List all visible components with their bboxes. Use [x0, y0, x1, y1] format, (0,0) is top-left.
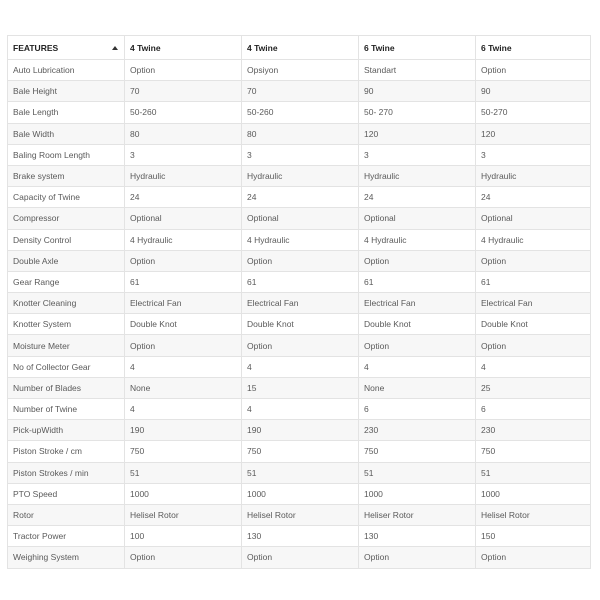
model-1-value-cell: 24	[125, 187, 242, 208]
column-header-model-4[interactable]: 6 Twine	[476, 36, 591, 60]
model-1-value-cell: Option	[125, 60, 242, 81]
feature-name-cell: Density Control	[8, 229, 125, 250]
model-3-value-cell: Heliser Rotor	[359, 504, 476, 525]
model-4-value-cell: Option	[476, 250, 591, 271]
model-2-value-cell: 4	[242, 399, 359, 420]
model-2-value-cell: 1000	[242, 483, 359, 504]
model-1-value-cell: 750	[125, 441, 242, 462]
model-4-value-cell: 61	[476, 271, 591, 292]
model-4-value-cell: 24	[476, 187, 591, 208]
feature-name-cell: Compressor	[8, 208, 125, 229]
model-1-value-cell: 190	[125, 420, 242, 441]
model-1-value-cell: 80	[125, 123, 242, 144]
model-2-value-cell: Double Knot	[242, 314, 359, 335]
table-row	[8, 483, 591, 504]
model-3-value-cell: Option	[359, 335, 476, 356]
model-4-value-cell: Hydraulic	[476, 165, 591, 186]
feature-name-cell: Bale Height	[8, 81, 125, 102]
table-row	[8, 335, 591, 356]
model-1-value-cell: Option	[125, 335, 242, 356]
model-3-value-cell: 51	[359, 462, 476, 483]
model-1-value-cell: None	[125, 377, 242, 398]
model-4-value-cell: Helisel Rotor	[476, 504, 591, 525]
table-body	[8, 60, 591, 569]
model-2-value-cell: Opsiyon	[242, 60, 359, 81]
feature-name-cell: Rotor	[8, 504, 125, 525]
model-1-value-cell: 4	[125, 356, 242, 377]
model-3-value-cell: Electrical Fan	[359, 293, 476, 314]
model-2-value-cell: Optional	[242, 208, 359, 229]
model-2-value-cell: Option	[242, 335, 359, 356]
model-2-value-cell: 3	[242, 144, 359, 165]
model-2-value-cell: Helisel Rotor	[242, 504, 359, 525]
model-1-value-cell: Electrical Fan	[125, 293, 242, 314]
model-4-value-cell: Option	[476, 547, 591, 568]
model-4-value-cell: 120	[476, 123, 591, 144]
model-4-value-cell: Option	[476, 60, 591, 81]
model-3-value-cell: 24	[359, 187, 476, 208]
model-1-value-cell: Hydraulic	[125, 165, 242, 186]
model-2-value-cell: Electrical Fan	[242, 293, 359, 314]
feature-name-cell: Piston Stroke / cm	[8, 441, 125, 462]
model-4-value-cell: 750	[476, 441, 591, 462]
model-1-value-cell: 100	[125, 526, 242, 547]
model-4-value-cell: 90	[476, 81, 591, 102]
model-3-value-cell: 1000	[359, 483, 476, 504]
model-2-value-cell: 4	[242, 356, 359, 377]
model-3-value-cell: 230	[359, 420, 476, 441]
model-3-value-cell: 90	[359, 81, 476, 102]
model-3-value-cell: 50- 270	[359, 102, 476, 123]
model-4-value-cell: 3	[476, 144, 591, 165]
feature-name-cell: Gear Range	[8, 271, 125, 292]
model-4-value-cell: 4	[476, 356, 591, 377]
model-4-value-cell: 6	[476, 399, 591, 420]
model-1-value-cell: Option	[125, 250, 242, 271]
model-3-value-cell: None	[359, 377, 476, 398]
feature-name-cell: Bale Width	[8, 123, 125, 144]
model-3-value-cell: Double Knot	[359, 314, 476, 335]
model-2-value-cell: 80	[242, 123, 359, 144]
model-3-value-cell: 6	[359, 399, 476, 420]
table-row	[8, 377, 591, 398]
model-4-value-cell: 25	[476, 377, 591, 398]
table-row	[8, 123, 591, 144]
model-3-value-cell: Option	[359, 250, 476, 271]
feature-name-cell: PTO Speed	[8, 483, 125, 504]
feature-name-cell: Pick-upWidth	[8, 420, 125, 441]
model-3-value-cell: 3	[359, 144, 476, 165]
model-1-value-cell: 4 Hydraulic	[125, 229, 242, 250]
model-3-value-cell: Option	[359, 547, 476, 568]
table-row	[8, 314, 591, 335]
feature-name-cell: Knotter Cleaning	[8, 293, 125, 314]
header-row	[8, 36, 591, 60]
feature-name-cell: Knotter System	[8, 314, 125, 335]
feature-name-cell: No of Collector Gear	[8, 356, 125, 377]
model-2-value-cell: 15	[242, 377, 359, 398]
feature-name-cell: Tractor Power	[8, 526, 125, 547]
column-header-model-3[interactable]: 6 Twine	[359, 36, 476, 60]
model-4-value-cell: Option	[476, 335, 591, 356]
table-row	[8, 462, 591, 483]
model-2-value-cell: 50-260	[242, 102, 359, 123]
model-3-value-cell: 61	[359, 271, 476, 292]
model-1-value-cell: 3	[125, 144, 242, 165]
model-1-value-cell: 51	[125, 462, 242, 483]
model-3-value-cell: 130	[359, 526, 476, 547]
model-4-value-cell: 4 Hydraulic	[476, 229, 591, 250]
model-3-value-cell: Standart	[359, 60, 476, 81]
model-2-value-cell: Option	[242, 250, 359, 271]
model-3-value-cell: 120	[359, 123, 476, 144]
table-row	[8, 60, 591, 81]
model-1-value-cell: 70	[125, 81, 242, 102]
feature-name-cell: Weighing System	[8, 547, 125, 568]
feature-name-cell: Brake system	[8, 165, 125, 186]
table-row	[8, 165, 591, 186]
model-2-value-cell: Option	[242, 547, 359, 568]
feature-name-cell: Bale Length	[8, 102, 125, 123]
feature-name-cell: Auto Lubrication	[8, 60, 125, 81]
column-header-model-1[interactable]: 4 Twine	[125, 36, 242, 60]
table-row	[8, 441, 591, 462]
model-2-value-cell: 70	[242, 81, 359, 102]
spec-table-container	[7, 35, 590, 569]
table-row	[8, 187, 591, 208]
table-header	[8, 36, 591, 60]
table-row	[8, 250, 591, 271]
model-4-value-cell: Optional	[476, 208, 591, 229]
model-1-value-cell: 4	[125, 399, 242, 420]
feature-name-cell: Double Axle	[8, 250, 125, 271]
table-row	[8, 504, 591, 525]
model-4-value-cell: Electrical Fan	[476, 293, 591, 314]
model-2-value-cell: 61	[242, 271, 359, 292]
model-3-value-cell: 4	[359, 356, 476, 377]
table-row	[8, 208, 591, 229]
model-1-value-cell: 61	[125, 271, 242, 292]
model-1-value-cell: 50-260	[125, 102, 242, 123]
model-3-value-cell: 750	[359, 441, 476, 462]
column-header-features[interactable]	[8, 36, 125, 60]
model-2-value-cell: Hydraulic	[242, 165, 359, 186]
model-2-value-cell: 51	[242, 462, 359, 483]
table-row	[8, 420, 591, 441]
feature-name-cell: Capacity of Twine	[8, 187, 125, 208]
model-1-value-cell: Option	[125, 547, 242, 568]
table-row	[8, 229, 591, 250]
table-row	[8, 399, 591, 420]
feature-name-cell: Number of Blades	[8, 377, 125, 398]
table-row	[8, 547, 591, 568]
column-header-label: FEATURES	[13, 42, 59, 53]
sort-ascending-icon[interactable]	[112, 46, 118, 50]
feature-name-cell: Number of Twine	[8, 399, 125, 420]
model-2-value-cell: 130	[242, 526, 359, 547]
model-3-value-cell: Optional	[359, 208, 476, 229]
model-3-value-cell: Hydraulic	[359, 165, 476, 186]
model-2-value-cell: 4 Hydraulic	[242, 229, 359, 250]
model-4-value-cell: 50-270	[476, 102, 591, 123]
feature-name-cell: Piston Strokes / min	[8, 462, 125, 483]
model-2-value-cell: 750	[242, 441, 359, 462]
table-row	[8, 356, 591, 377]
model-2-value-cell: 24	[242, 187, 359, 208]
model-4-value-cell: Double Knot	[476, 314, 591, 335]
model-4-value-cell: 150	[476, 526, 591, 547]
model-1-value-cell: Double Knot	[125, 314, 242, 335]
table-row	[8, 526, 591, 547]
model-1-value-cell: Optional	[125, 208, 242, 229]
feature-name-cell: Moisture Meter	[8, 335, 125, 356]
model-4-value-cell: 51	[476, 462, 591, 483]
table-row	[8, 293, 591, 314]
feature-name-cell: Baling Room Length	[8, 144, 125, 165]
model-4-value-cell: 1000	[476, 483, 591, 504]
model-4-value-cell: 230	[476, 420, 591, 441]
column-header-model-2[interactable]: 4 Twine	[242, 36, 359, 60]
table-row	[8, 271, 591, 292]
model-2-value-cell: 190	[242, 420, 359, 441]
table-row	[8, 144, 591, 165]
table-row	[8, 102, 591, 123]
model-3-value-cell: 4 Hydraulic	[359, 229, 476, 250]
model-1-value-cell: 1000	[125, 483, 242, 504]
model-1-value-cell: Helisel Rotor	[125, 504, 242, 525]
spec-comparison-table	[7, 35, 591, 569]
table-row	[8, 81, 591, 102]
